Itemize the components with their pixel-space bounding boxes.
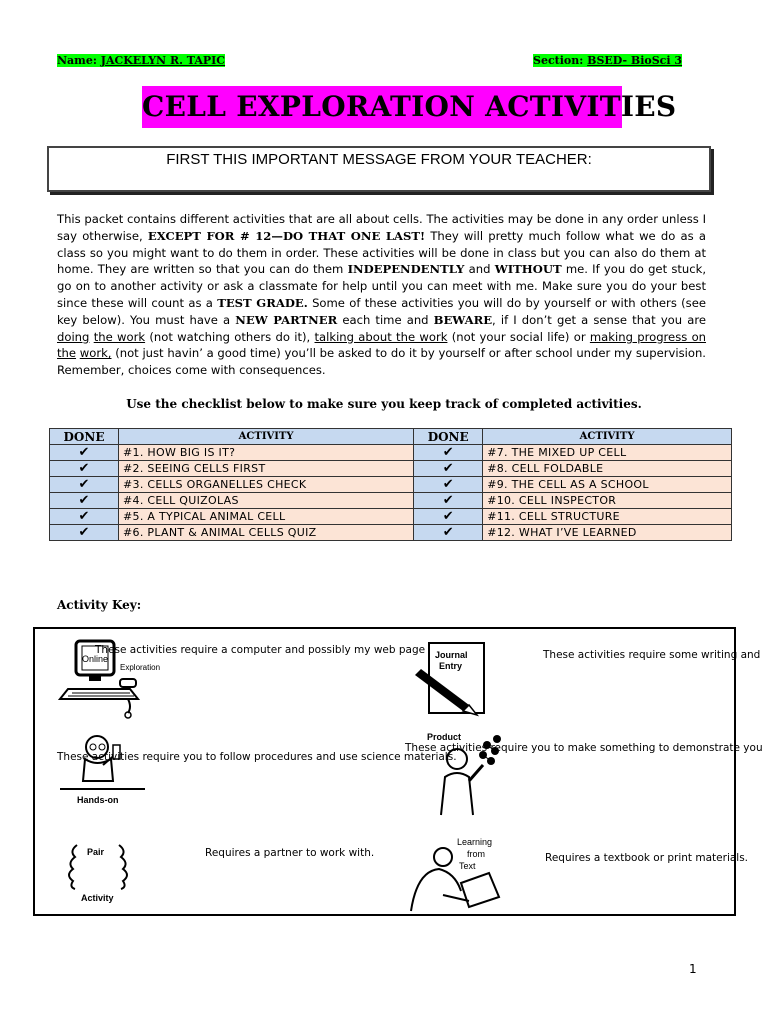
online-label: Online (82, 654, 109, 664)
intro-paragraph: This packet contains different activities that are all about cells. The activities may be done in any order unless I say otherwise, EXCEPT FOR # 12—DO THAT ONE LAST! They will pretty much follow what we do as a class so you might want to do them in order. These activities will be done in class but you can also do them at home. They are written so that you can do them INDEPENDENTLY and WITHOUT me. If you do get stuck, go on to another activity or ask a classmate for help until you can meet with me. Make sure you do your best since these will count as a TEST GRADE. Some of these activities you will do by yourself or with others (see key below). You must have a NEW PARTNER each time and BEWARE, if I don’t get a sense that you are doing the work (not watching others do it), talking about the work (not your social life) or making progress on the work, (not just havin’ a good time) you’ll be asked to do it by yourself or after school under my supervision. Remember, choices come with consequences. (57, 212, 707, 378)
section-label: Section: (533, 54, 584, 67)
check-mark: ✔ (414, 445, 483, 461)
checklist-row (50, 477, 732, 493)
activity-name: #12. WHAT I’VE LEARNED (483, 525, 732, 541)
done-header: DONE (50, 429, 119, 445)
from-label: from (467, 849, 485, 859)
activity-name: #6. PLANT & ANIMAL CELLS QUIZ (119, 525, 414, 541)
learning-label: Learning (457, 837, 493, 847)
activity-name: #9. THE CELL AS A SCHOOL (483, 477, 732, 493)
checklist-row (50, 445, 732, 461)
text-label: Text (459, 861, 476, 871)
activity-name: #11. CELL STRUCTURE (483, 509, 732, 525)
pair-activity-icon (63, 841, 133, 907)
check-mark: ✔ (414, 525, 483, 541)
activity-name: #3. CELLS ORGANELLES CHECK (119, 477, 414, 493)
product-description: These activities require you to make something to demonstrate you (405, 742, 763, 754)
activity-key-box (33, 627, 763, 916)
name-value: JACKELYN R. TAPIC (100, 54, 226, 67)
pair-label: Pair (87, 847, 105, 857)
text-description: Requires a textbook or print materials. (545, 852, 749, 864)
activity-name: #2. SEEING CELLS FIRST (119, 461, 414, 477)
activity-label: Activity (81, 893, 114, 903)
page-number: 1 (689, 962, 697, 976)
activity-name: #4. CELL QUIZOLAS (119, 493, 414, 509)
section-value: BSED- BioSci 3 (587, 54, 683, 67)
product-icon (411, 725, 521, 821)
checklist-row (50, 525, 732, 541)
section-info (533, 54, 682, 67)
entry-label: Entry (439, 661, 463, 671)
check-mark: ✔ (414, 493, 483, 509)
check-mark: ✔ (414, 509, 483, 525)
done-header: DONE (414, 429, 483, 445)
check-mark: ✔ (414, 477, 483, 493)
pair-description: Requires a partner to work with. (205, 847, 375, 859)
checklist-instruction: Use the checklist below to make sure you keep track of completed activities. (126, 397, 642, 411)
teacher-message-box (47, 146, 711, 192)
check-mark: ✔ (414, 461, 483, 477)
hands-on-icon (55, 731, 155, 813)
check-mark: ✔ (50, 477, 119, 493)
page-title: CELL EXPLORATION ACTIVITIES (142, 86, 622, 128)
learning-from-text-icon (403, 835, 513, 915)
exploration-label: Exploration (120, 663, 161, 672)
checklist-row (50, 509, 732, 525)
check-mark: ✔ (50, 461, 119, 477)
check-mark: ✔ (50, 493, 119, 509)
check-mark: ✔ (50, 525, 119, 541)
activity-key-heading: Activity Key: (57, 598, 142, 612)
name-label: Name: (57, 54, 97, 67)
teacher-message: FIRST THIS IMPORTANT MESSAGE FROM YOUR TEACHER: (166, 151, 592, 168)
activity-checklist (49, 428, 732, 541)
activity-name: #7. THE MIXED UP CELL (483, 445, 732, 461)
product-label: Product (427, 732, 462, 742)
student-name (57, 54, 225, 67)
hands-on-description: These activities require you to follow procedures and use science materials. (57, 751, 457, 763)
check-mark: ✔ (50, 445, 119, 461)
checklist-row (50, 493, 732, 509)
journal-label: Journal (435, 650, 468, 660)
activity-name: #5. A TYPICAL ANIMAL CELL (119, 509, 414, 525)
activity-name: #1. HOW BIG IS IT? (119, 445, 414, 461)
checklist-row (50, 461, 732, 477)
hands-on-label: Hands-on (77, 795, 119, 805)
activity-header: ACTIVITY (483, 429, 732, 445)
online-description: These activities require a computer and possibly my web page (95, 644, 426, 656)
journal-icon (409, 641, 509, 721)
activity-name: #10. CELL INSPECTOR (483, 493, 732, 509)
activity-name: #8. CELL FOLDABLE (483, 461, 732, 477)
activity-header: ACTIVITY (119, 429, 414, 445)
journal-description: These activities require some writing and (543, 649, 761, 661)
check-mark: ✔ (50, 509, 119, 525)
